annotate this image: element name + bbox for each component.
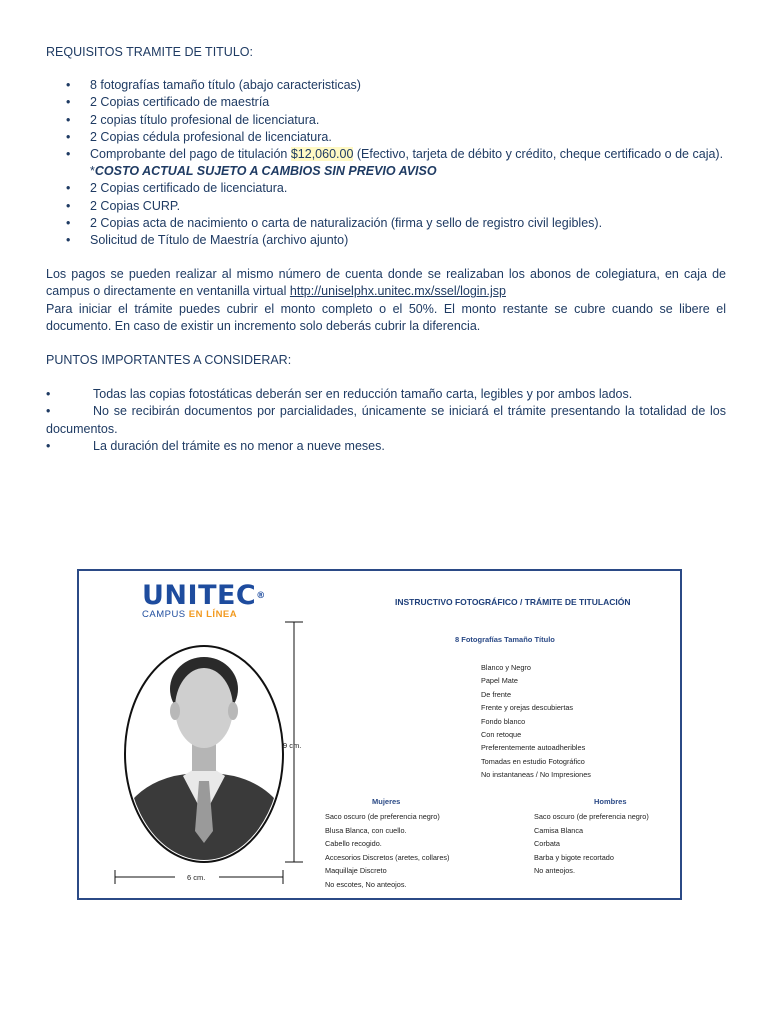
list-item: • 2 Copias acta de nacimiento o carta de naturalización (firma y sello de registro civil legibles). xyxy=(46,215,726,232)
card-subtitle: 8 Fotografías Tamaño Título xyxy=(455,635,555,644)
list-item: Accesorios Discretos (aretes, collares) xyxy=(325,852,450,862)
men-requirements-list xyxy=(534,810,649,878)
list-item: Camisa Blanca xyxy=(534,825,584,835)
list-item: Preferentemente autoadheribles xyxy=(481,743,586,753)
list-item: • 2 Copias certificado de maestría xyxy=(46,94,726,111)
bullet-icon: • xyxy=(46,387,51,402)
list-item: • No se recibirán documentos por parcialidades, únicamente se iniciará el trámite presentando la totalidad de los documentos. xyxy=(46,404,726,436)
list-item: Barba y bigote recortado xyxy=(534,852,614,862)
list-item: Saco oscuro (de preferencia negro) xyxy=(325,812,440,821)
women-requirements-list xyxy=(325,810,450,892)
requirements-list xyxy=(46,77,726,249)
list-item: Tomadas en estudio Fotográfico xyxy=(481,756,585,766)
bullet-icon: • xyxy=(66,78,71,93)
list-item: • Todas las copias fotostáticas deberán ser en reducción tamaño carta, legibles y por ambos lados. xyxy=(46,386,726,403)
women-heading: Mujeres xyxy=(372,797,401,806)
bullet-icon: • xyxy=(66,112,71,127)
list-item: No anteojos. xyxy=(534,866,575,876)
height-label: 9 cm. xyxy=(283,741,302,750)
men-heading: Hombres xyxy=(594,797,627,806)
list-item: Frente y orejas descubiertas xyxy=(481,703,574,713)
bullet-icon: • xyxy=(66,198,71,213)
virtual-window-link[interactable]: http://uniselphx.unitec.mx/ssel/login.jsp xyxy=(289,284,506,299)
list-item: Fondo blanco xyxy=(481,716,526,726)
list-item: No instantaneas / No Impresiones xyxy=(481,770,591,780)
bullet-icon: • xyxy=(66,215,71,230)
card-title: INSTRUCTIVO FOTOGRÁFICO / TRÁMITE DE TITULACIÓN xyxy=(395,597,631,607)
list-item: Saco oscuro (de preferencia negro) xyxy=(534,812,649,821)
list-item: Maquillaje Discreto xyxy=(325,866,387,876)
width-label: 6 cm. xyxy=(187,873,206,882)
bullet-icon: • xyxy=(66,233,71,248)
list-item: Blusa Blanca, con cuello. xyxy=(325,825,407,835)
unitec-logo: UNITEC® CAMPUS EN LÍNEA xyxy=(142,580,266,620)
payment-item: • Comprobante del pago de titulación $12,060.00 (Efectivo, tarjeta de débito y crédito, cheque certificado o de caja). *COSTO ACTUAL SUJETO A CAMBIOS SIN PREVIO AVISO xyxy=(66,147,724,179)
list-item: No escotes, No anteojos. xyxy=(325,879,407,889)
list-item: Cabello recogido. xyxy=(325,839,382,849)
list-item: Con retoque xyxy=(481,730,522,740)
price-notice: COSTO ACTUAL SUJETO A CAMBIOS SIN PREVIO AVISO xyxy=(94,164,437,179)
bullet-icon: • xyxy=(66,147,71,162)
bullet-icon: • xyxy=(46,438,51,453)
list-item: • 2 copias título profesional de licenciatura. xyxy=(46,112,726,129)
list-item: • La duración del trámite es no menor a nueve meses. xyxy=(46,438,726,455)
bullet-icon: • xyxy=(66,129,71,144)
list-item: Corbata xyxy=(534,839,560,849)
photo-specs-list xyxy=(481,661,591,782)
list-item: • 2 Copias cédula profesional de licenciatura. xyxy=(46,129,726,146)
list-item: Papel Mate xyxy=(481,676,518,686)
list-item: • Solicitud de Título de Maestría (archivo ajunto) xyxy=(46,232,726,249)
bullet-icon: • xyxy=(66,95,71,110)
bullet-icon: • xyxy=(66,181,71,196)
bullet-icon: • xyxy=(46,404,51,419)
photo-instructions-card xyxy=(77,569,682,900)
ear-shape xyxy=(170,702,180,720)
list-item: De frente xyxy=(481,689,512,699)
payments-paragraph: Los pagos se pueden realizar al mismo número de cuenta donde se realizaban los abonos de colegiatura, en caja de campus o directamente en ventanilla virtual http://uniselphx.unitec.mx/ssel/login.jsp Para iniciar el trámite puedes cubrir el monto completo o el 50%. El monto restante se cubre cuando se libere el documento. En caso de existir un incremento solo deberás cubrir la diferencia. xyxy=(46,267,726,333)
list-item: • 2 Copias CURP. xyxy=(46,198,726,215)
ear-shape xyxy=(228,702,238,720)
page-title: REQUISITOS TRAMITE DE TITULO: xyxy=(46,45,253,59)
price-value: $12,060.00 xyxy=(290,147,354,162)
face-shape xyxy=(175,668,233,748)
list-item: Blanco y Negro xyxy=(481,663,531,672)
points-list xyxy=(46,386,726,455)
list-item: • 2 Copias certificado de licenciatura. xyxy=(46,180,726,197)
list-item: • 8 fotografías tamaño título (abajo caracteristicas) xyxy=(46,77,726,94)
points-heading: PUNTOS IMPORTANTES A CONSIDERAR: xyxy=(46,353,292,368)
requirements-document xyxy=(46,44,726,455)
